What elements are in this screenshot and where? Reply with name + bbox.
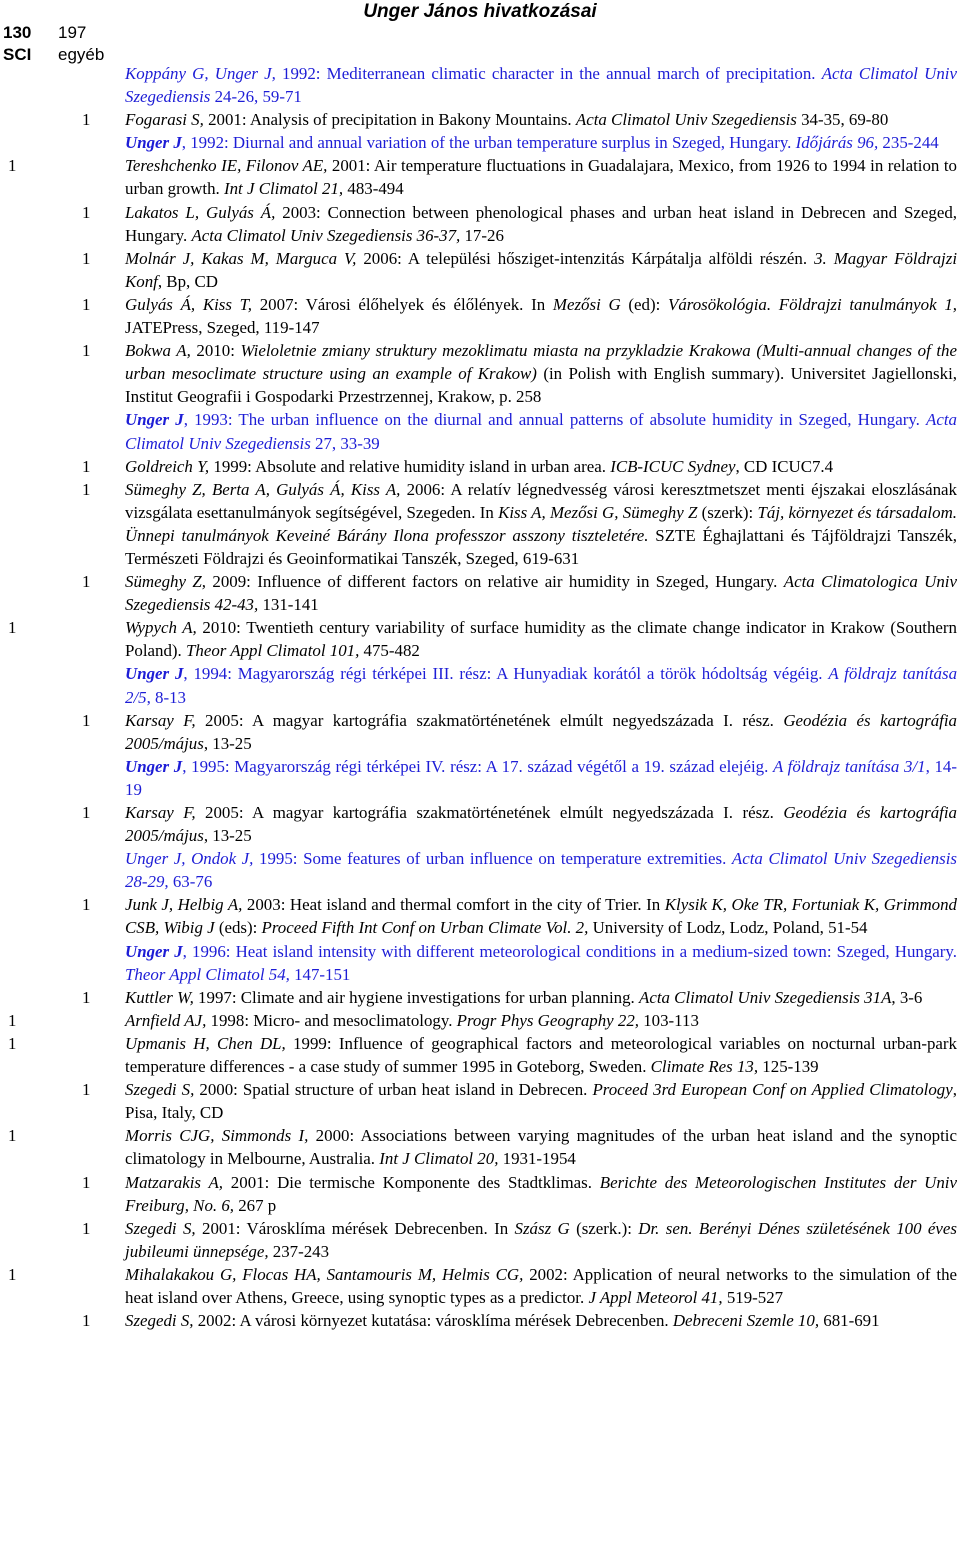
other-count: 197 egyéb (58, 23, 105, 64)
citation-entry (0, 1032, 960, 1078)
citation-segment: , 3-6 (891, 987, 923, 1007)
citation-segment: 681-691 (819, 1311, 880, 1331)
citation-segment: Unger J (125, 756, 183, 776)
citation-segment: Unger J (125, 664, 184, 684)
other-count-cell: 1 (82, 895, 91, 915)
citation-segment: Szász G (514, 1218, 570, 1238)
citation-segment: 1999: Influence of geographical factors and meteorological variables on nocturnal urban-park temperature differences - a case study of summer 1995 in Goteborg, Sweden. (125, 1033, 957, 1077)
citation-segment: , 1995: Magyarország régi térképei IV. rész: A 17. század végétől a 19. század elejéig. (182, 756, 773, 776)
citation-segment: Sümeghy Z, Berta A, Gulyás Á, Kiss A, (125, 479, 401, 499)
citation-text (125, 801, 957, 847)
citation-segment: Arnfield AJ, (125, 1010, 207, 1030)
citation-segment: Theor Appl Climatol 54, (125, 964, 290, 984)
citation-segment: Acta Climatol Univ Szegediensis (125, 410, 957, 453)
citation-segment: , 8-13 (146, 687, 186, 707)
citation-segment: 131-141 (258, 595, 319, 615)
citation-segment: 2007: Városi élőhelyek és élőlények. In (252, 294, 553, 314)
citation-segment: Matzarakis A, (125, 1172, 224, 1192)
citation-segment: 2003: Connection between phenological phases and urban heat island in Debrecen and Szeged, Hungary. (125, 202, 957, 245)
citation-segment: 2001: Air temperature fluctuations in Guadalajara, Mexico, from 1926 to 1994 in relation to urban growth. (125, 156, 957, 199)
other-count-cell: 1 (82, 341, 91, 361)
page-title: Unger János hivatkozásai (363, 1, 597, 22)
citation-segment: Geodézia és kartográfia 2005/május (125, 710, 957, 753)
other-count-cell: 1 (82, 294, 91, 314)
citation-segment: Wieloletnie zmiany struktury mezoklimatu miasta na przykladzie Krakowa (Multi-annual changes of the urban mesoclimate structure using an example of Krakow) (125, 341, 958, 384)
citation-entry (0, 247, 960, 293)
citation-text (125, 154, 957, 200)
citation-entry (0, 709, 960, 755)
citation-segment: (ed): (620, 294, 668, 314)
citation-segment: , CD ICUC7.4 (735, 456, 834, 476)
citation-segment: 17-26 (460, 225, 504, 245)
citation-text (125, 1263, 957, 1309)
citation-segment: Climate Res 13, (650, 1057, 759, 1077)
citation-segment: 2002: A városi környezet kutatása: városklíma mérések Debrecenben. (193, 1311, 673, 1331)
citation-segment: 3. Magyar Földrajzi Konf (125, 248, 958, 291)
citation-segment: (in Polish with English summary). Universitet Jagiellonski, Institut Geografii i Gospodarki Przestrzennej, Krakow, p. 258 (125, 364, 957, 407)
citation-segment: Unger J (125, 410, 184, 430)
citation-entry (0, 755, 960, 801)
citation-segment: 2001: Die termische Komponente des Stadtklimas. (223, 1172, 600, 1192)
other-count-cell: 1 (82, 1218, 91, 1238)
citation-segment: 2001: Analysis of precipitation in Bakony Mountains. (203, 110, 576, 130)
citation-entry (0, 1171, 960, 1217)
citation-segment: , 13-25 (203, 733, 252, 753)
citation-entry (0, 986, 960, 1009)
citation-segment: , Pisa, Italy, CD (125, 1080, 957, 1123)
other-count-cell: 1 (82, 572, 91, 592)
citation-segment: Mihalakakou G, Flocas HA, Santamouris M, Helmis CG, (125, 1264, 524, 1284)
citation-segment: 125-139 (758, 1057, 819, 1077)
citation-segment: Geodézia és kartográfia 2005/május (125, 803, 957, 846)
citation-segment: Unger J, Ondok J, (125, 849, 254, 869)
citation-text (125, 893, 957, 939)
citation-text (125, 1171, 957, 1217)
citation-text (125, 62, 957, 108)
other-count-header (58, 22, 128, 66)
sci-count-header (3, 22, 53, 66)
citation-segment: A földrajz tanítása 3/1 (772, 756, 926, 776)
citation-segment: 1998: Micro- and mesoclimatology. (206, 1010, 457, 1030)
citation-segment: Szegedi S, (125, 1311, 194, 1331)
citation-entry (0, 801, 960, 847)
citation-entry (0, 201, 960, 247)
citation-segment: Theor Appl Climatol 101, (186, 641, 360, 661)
citation-entry (0, 893, 960, 939)
citation-segment: , 1996: Heat island intensity with different meteorological conditions in a medium-sized town: Szeged, Hungary. (182, 941, 957, 961)
citation-segment: , 14-19 (125, 756, 957, 799)
citation-text (125, 339, 957, 408)
citation-segment: 1997: Climate and air hygiene investigations for urban planning. (193, 987, 639, 1007)
citation-segment: Acta Climatol Univ Szegediensis 36-37, (191, 225, 461, 245)
citation-segment: J Appl Meteorol 41, (588, 1287, 723, 1307)
citation-segment: Időjárás 96, (795, 133, 879, 153)
citation-entry (0, 478, 960, 570)
citation-segment: A földrajz tanítása 2/5 (125, 664, 958, 707)
citation-segment: 27, 33-39 (310, 433, 380, 453)
citation-text (125, 755, 957, 801)
citation-segment: Acta Climatol Univ Szegediensis 31A (639, 987, 892, 1007)
citation-segment: 2000: Associations between varying magnitudes of the urban heat island and the synoptic climatology in Melbourne, Australia. (125, 1126, 957, 1169)
citation-segment: 2002: Application of neural networks to the simulation of the heat island over Athens, Greece, using synoptic types as a predictor. (125, 1264, 958, 1307)
citation-segment: 2003: Heat island and thermal comfort in the city of Trier. In (242, 895, 665, 915)
citation-segment: , 1994: Magyarország régi térképei III. rész: A Hunyadiak korától a török hódoltság végéig. (183, 664, 829, 684)
citation-segment: 63-76 (168, 872, 213, 892)
sci-count-cell: 1 (8, 618, 17, 638)
citation-entry (0, 847, 960, 893)
citation-text (125, 940, 957, 986)
other-count-cell: 1 (82, 456, 91, 476)
citation-segment: Junk J, Helbig A, (125, 895, 243, 915)
citation-text (125, 616, 957, 662)
citation-segment: 2000: Spatial structure of urban heat island in Debrecen. (194, 1080, 593, 1100)
citation-segment: Szegedi S, (125, 1080, 195, 1100)
citation-segment: Int J Climatol 20, (379, 1149, 499, 1169)
citation-segment: Koppány G, Unger J, (125, 64, 276, 83)
citation-segment: Acta Climatologica Univ Szegediensis 42-43, (125, 572, 958, 615)
sci-count-cell: 1 (8, 156, 17, 176)
citation-segment: Sümeghy Z, (125, 572, 206, 592)
citation-entry (0, 339, 960, 408)
citation-segment: 235-244 (878, 133, 939, 153)
sci-count-cell: 1 (8, 1264, 17, 1284)
citation-segment: Morris CJG, Simmonds I, (125, 1126, 309, 1146)
citation-segment: 24-26, 59-71 (210, 87, 302, 107)
citation-segment: JATEPress, Szeged, 119-147 (125, 318, 320, 338)
citation-segment: Acta Climatol Univ Szegediensis (575, 110, 797, 130)
citation-entry (0, 293, 960, 339)
citation-segment: University of Lodz, Lodz, Poland, 51-54 (588, 918, 868, 938)
citation-entry (0, 1263, 960, 1309)
citation-segment: Tereshchenko IE, Filonov AE, (125, 156, 328, 176)
citation-segment: Táj, környezet és társadalom. Ünnepi tanulmányok Keveiné Bárány Ilona professzor asszony tiszteletére. (125, 502, 957, 545)
citation-segment: (eds): (214, 918, 262, 938)
citation-segment: Karsay F, (125, 710, 196, 730)
citation-entry (0, 1009, 960, 1032)
citation-segment: 519-527 (722, 1287, 784, 1307)
citation-segment: , Bp, CD (157, 271, 218, 291)
citation-segment: 34-35, 69-80 (796, 110, 889, 130)
citation-text (125, 131, 957, 154)
citation-segment: 2010: (190, 341, 241, 361)
citation-segment: 103-113 (639, 1010, 699, 1030)
citation-entry (0, 455, 960, 478)
citation-text (125, 1078, 957, 1124)
citation-entry (0, 570, 960, 616)
other-count-cell: 1 (82, 1080, 91, 1100)
citation-segment: , 13-25 (203, 826, 252, 846)
citation-segment: Lakatos L, Gulyás Á, (125, 202, 276, 222)
citation-segment: 2006: A relatív légnedvesség városi keresztmetszet menti éjszakai eloszlásának vizsgálata esettanulmányok segítségével, Szegeden. In (125, 479, 957, 522)
citation-segment: (szerk): (697, 502, 758, 522)
citation-segment: Acta Climatol Univ Szegediensis (125, 64, 957, 107)
citation-entry (0, 1124, 960, 1170)
citation-segment: 2001: Városklíma mérések Debrecenben. In (195, 1218, 515, 1238)
citation-entry (0, 1217, 960, 1263)
citation-text (125, 455, 957, 478)
sci-count-cell: 1 (8, 1126, 17, 1146)
citation-segment: , 1993: The urban influence on the diurnal and annual patterns of absolute humidity in Szeged, Hungary. (183, 410, 927, 430)
other-count-cell: 1 (82, 479, 91, 499)
citation-segment: (szerk.): (569, 1218, 639, 1238)
citation-text (125, 247, 957, 293)
citation-text (125, 847, 957, 893)
citation-segment: Wypych A, (125, 618, 197, 638)
citation-segment: Dr. sen. Berényi Dénes születésének 100 éves jubileumi ünnepsége, (125, 1218, 957, 1261)
other-count-cell: 1 (82, 248, 91, 268)
citation-text (125, 1309, 957, 1332)
citation-segment: Int J Climatol 21, (223, 179, 344, 199)
citation-entry (0, 408, 960, 454)
citation-segment: Klysik K, Oke TR, Fortuniak K, Grimmond CSB, Wibig J (125, 895, 957, 938)
citation-segment: ICB-ICUC Sydney (610, 456, 736, 476)
citation-segment: Kiss A, Mezősi G, Sümeghy Z (498, 502, 698, 522)
citation-segment: SZTE Éghajlattani és Tájföldrajzi Tanszék, Természeti Földrajzi és Geoinformatikai Tanszék, Szeged, 619-631 (125, 525, 957, 568)
citation-entry (0, 616, 960, 662)
citation-entry (0, 940, 960, 986)
citation-segment: Fogarasi S, (125, 110, 204, 130)
citation-text (125, 986, 957, 1009)
citation-segment: 1999: Absolute and relative humidity island in urban area. (209, 456, 611, 476)
citation-text (125, 1009, 957, 1032)
citation-segment: 237-243 (268, 1241, 330, 1261)
citation-text (125, 478, 957, 570)
citation-entry (0, 662, 960, 708)
citation-entry (0, 62, 960, 108)
citation-segment: Proceed Fifth Int Conf on Urban Climate Vol. 2, (261, 918, 589, 938)
citation-segment: Gulyás Á, Kiss T, (125, 294, 253, 314)
citation-segment: Progr Phys Geography 22, (456, 1010, 639, 1030)
citation-text (125, 570, 957, 616)
citation-text (125, 408, 957, 454)
citation-entry (0, 1078, 960, 1124)
citation-segment: Kuttler W, (125, 987, 194, 1007)
citation-segment: Acta Climatol Univ Szegediensis 28-29, (125, 849, 957, 892)
citation-segment: 475-482 (359, 641, 420, 661)
citation-entry (0, 1309, 960, 1332)
citation-text (125, 1124, 957, 1170)
citation-entry (0, 131, 960, 154)
citation-segment: , 1992: Diurnal and annual variation of the urban temperature surplus in Szeged, Hungary. (181, 133, 796, 153)
sci-count-cell: 1 (8, 1010, 17, 1030)
citation-segment: Debreceni Szemle 10, (672, 1311, 820, 1331)
citation-segment: Unger J (125, 133, 182, 153)
citation-text (125, 709, 957, 755)
citation-segment: Szegedi S, (125, 1218, 196, 1238)
citation-segment: Berichte des Meteorologischen Institutes der Univ Freiburg, No. 6, (125, 1172, 957, 1215)
citation-text (125, 201, 957, 247)
citation-list (0, 62, 960, 1332)
other-count-cell: 1 (82, 1172, 91, 1192)
citation-segment: 2006: A települési hősziget-intenzitás Kárpátalja alföldi részén. (356, 248, 815, 268)
other-count-cell: 1 (82, 202, 91, 222)
citation-text (125, 662, 957, 708)
other-count-cell: 1 (82, 803, 91, 822)
citation-segment: 267 p (234, 1195, 277, 1215)
citation-segment: Proceed 3rd European Conf on Applied Climatology (592, 1080, 953, 1100)
citation-text (125, 1217, 957, 1263)
citation-entry (0, 108, 960, 131)
citation-segment: 147-151 (289, 964, 351, 984)
other-count-cell: 1 (82, 987, 91, 1007)
citation-segment: 2010: Twentieth century variability of surface humidity as the climate change indicator in Krakow (Southern Poland). (125, 618, 957, 661)
citation-segment: Upmanis H, Chen DL, (125, 1033, 286, 1053)
citation-segment: 2005: A magyar kartográfia szakmatörténetének elmúlt negyedszázada I. rész. (195, 710, 784, 730)
citation-segment: Városökológia. Földrajzi tanulmányok 1, (668, 294, 957, 314)
citation-segment: Mezősi G (552, 294, 621, 314)
citation-entry (0, 154, 960, 200)
citation-text (125, 293, 957, 339)
citation-segment: Goldreich Y, (125, 456, 210, 476)
citation-segment: 1995: Some features of urban influence on temperature extremities. (253, 849, 732, 869)
citation-segment: Molnár J, Kakas M, Marguca V, (125, 248, 357, 268)
citation-text (125, 108, 957, 131)
citation-text (125, 1032, 957, 1078)
other-count-cell: 1 (82, 710, 91, 730)
citation-segment: 1931-1954 (498, 1149, 576, 1169)
citation-segment: 2005: A magyar kartográfia szakmatörténetének elmúlt negyedszázada I. rész. (195, 803, 784, 822)
other-count-cell: 1 (82, 1311, 91, 1331)
citation-segment: 2009: Influence of different factors on relative air humidity in Szeged, Hungary. (205, 572, 784, 592)
citation-segment: Bokwa A, (125, 341, 191, 361)
sci-count-cell: 1 (8, 1033, 17, 1053)
citation-segment: Karsay F, (125, 803, 196, 822)
sci-count: 130 SCI (3, 23, 32, 64)
citation-segment: Unger J (125, 941, 183, 961)
other-count-cell: 1 (82, 110, 91, 130)
citation-segment: 1992: Mediterranean climatic character in the annual march of precipitation. (275, 64, 822, 83)
citation-segment: 483-494 (343, 179, 404, 199)
